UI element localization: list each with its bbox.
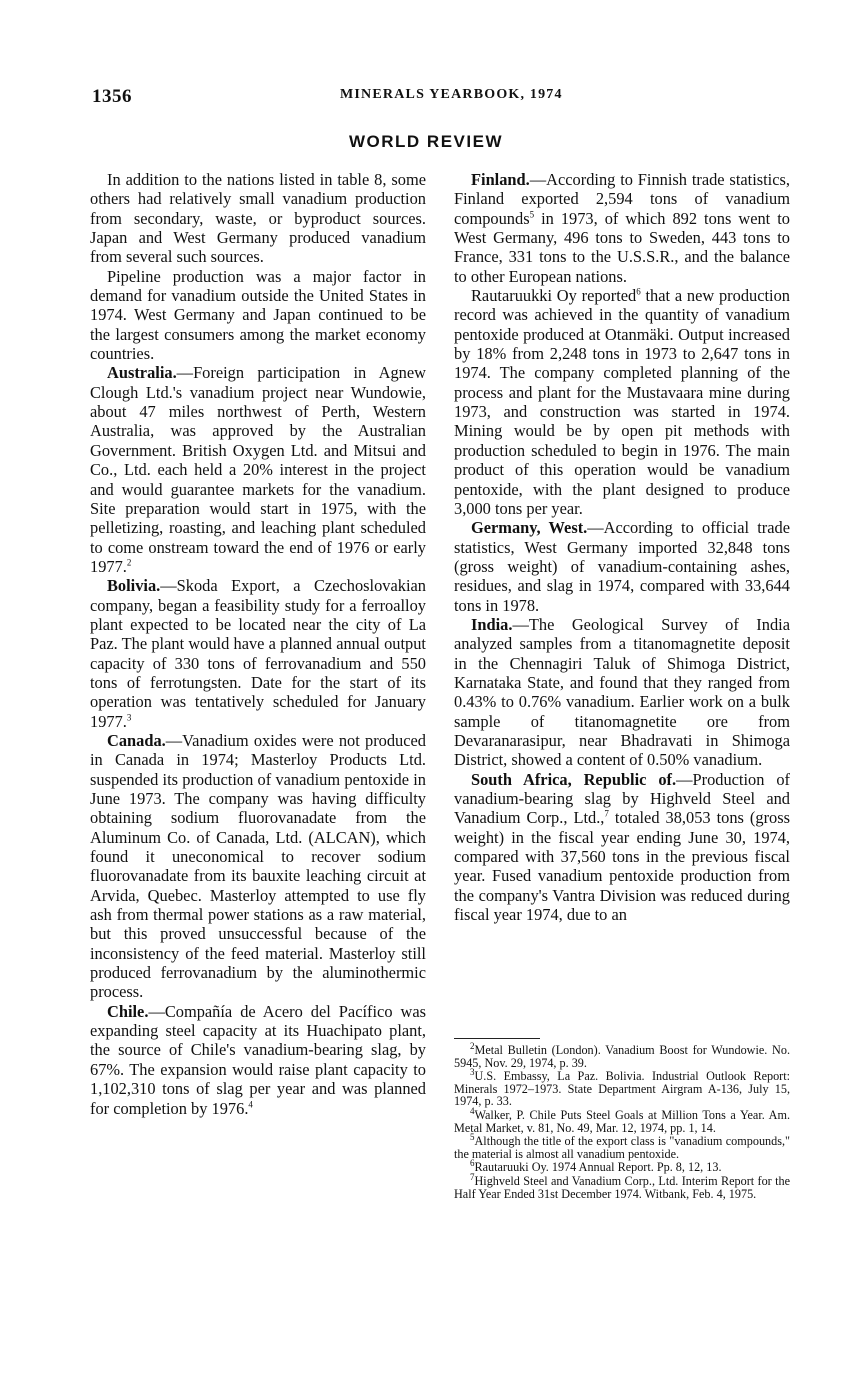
paragraph: Pipeline production was a major factor in demand for vanadium outside the United States in 1974. West Germany and Japan continued to be the largest consumers among the market economy countries.: [90, 266, 426, 364]
country-heading: Bolivia.: [107, 576, 161, 596]
footnote-divider: [454, 1038, 540, 1039]
country-heading: Chile.: [107, 1001, 149, 1021]
paragraph-rautaruukki: Rautaruukki Oy reported$^6$ that a new production record was achieved in the quantity of vanadium pentoxide produced at Otanmäki. Output increased by 18% from 2,248 tons in 1973 to 2,647 tons in 1974. The company completed planning of the process and plant for the Mustavaara mine during 1973, and construction was started in 1974. Mining would be by open pit methods with production scheduled to begin in 1976. The main product of this operation would be vanadium pentoxide, with the plant designed to produce 3,000 tons per year.: [454, 286, 790, 518]
footnotes: [454, 1040, 790, 1201]
page-number: 1356: [92, 86, 132, 107]
footnote-ref: 3: [126, 712, 132, 723]
footnote: $^5$Although the title of the export class is "vanadium compounds," the material is almost all vanadium pentoxide.: [454, 1132, 790, 1161]
country-heading: India.: [471, 614, 513, 634]
footnote: $^3$U.S. Embassy, La Paz. Bolivia. Industrial Outlook Report: Minerals 1972–1973. State Department Airgram A-136, July 15, 1974, p. 33.: [454, 1067, 790, 1109]
paragraph: In addition to the nations listed in table 8, some others had relatively small vanadium production from secondary, waste, or byproduct sources. Japan and West Germany produced vanadium from several such sources.: [90, 170, 426, 267]
footnote: $^6$Rautaruuki Oy. 1974 Annual Report. Pp. 8, 12, 13.: [470, 1158, 722, 1175]
right-column: [454, 170, 790, 924]
country-heading: Finland.: [471, 170, 530, 189]
footnote-ref: 2: [126, 557, 132, 568]
page-header: [92, 86, 792, 110]
paragraph-south-africa: South Africa, Republic of.—Production of vanadium-bearing slag by Highveld Steel and Vanadium Corp., Ltd.,$^7$ totaled 38,053 tons (gross weight) in the fiscal year ending June 30, 1974, compared with 37,560 tons in the previous fiscal year. Fused vanadium pentoxide production from the company's Vantra Division was reduced during fiscal year 1974, due to an: [454, 769, 790, 925]
paragraph-bolivia: Bolivia.—Skoda Export, a Czechoslovakian company, began a feasibility study for a ferroalloy plant expected to be located near the city of La Paz. The plant would have a planned annual output capacity of 330 tons of ferrovanadium and 550 tons of ferrotungsten. Date for the start of its operation was tentatively scheduled for January 1977.$^3$: [90, 576, 426, 731]
footnote: $^4$Walker, P. Chile Puts Steel Goals at Million Tons a Year. Am. Metal Market, v. 81, No. 49, Mar. 12, 1974, pp. 1, 14.: [454, 1105, 790, 1135]
footnote-ref: 4: [248, 1099, 253, 1110]
footnote: $^7$Highveld Steel and Vanadium Corp., Ltd. Interim Report for the Half Year Ended 31st December 1974. Witbank, Feb. 4, 1975.: [454, 1171, 790, 1201]
running-head: MINERALS YEARBOOK, 1974: [340, 87, 563, 102]
paragraph-finland: Finland.—According to Finnish trade statistics, Finland exported 2,594 tons of vanadium compounds$^5$ in 1973, of which 892 tons went to West Germany, 496 tons to Sweden, 443 tons to France, 331 tons to the U.S.S.R., and the balance to other European nations.: [454, 170, 790, 286]
country-heading: Germany, West.: [471, 518, 588, 538]
paragraph-india: India.—The Geological Survey of India analyzed samples from a titanomagnetite deposit in the Chennagiri Taluk of Shimoga District, Karnataka State, and found that they ranged from 0.43% to 0.76% vanadium. Earlier work on a bulk sample of titanomagnetite ore from Devaranarasipur, near Bhadravati in Shimoga District, showed a content of 0.50% vanadium.: [454, 614, 790, 770]
country-heading: Canada.: [107, 730, 166, 750]
footnote-ref: 5: [529, 209, 535, 220]
section-title: WORLD REVIEW: [349, 132, 503, 151]
footnote-ref: 6: [636, 286, 641, 297]
left-column: [90, 170, 426, 1118]
footnote-ref: 7: [604, 808, 609, 819]
paragraph-canada: Canada.—Vanadium oxides were not produced in Canada in 1974; Masterloy Products Ltd. suspended its production of vanadium pentoxide in June 1973. The company was having difficulty obtaining sodium fluorovanadate from the Aluminum Co. of Canada, Ltd. (ALCAN), which found it uneconomical to recover sodium fluorovanadate from its bauxite leaching circuit at Arvida, Quebec. Masterloy attempted to use fly ash from thermal power stations as a raw material, but this proved unsuccessful because of the inconsistency of the feed material. Masterloy still produced ferrovanadium by the aluminothermic process.: [90, 730, 426, 1002]
footnote: $^2$Metal Bulletin (London). Vanadium Boost for Wundowie. No. 5945, Nov. 29, 1974, p. 39.: [454, 1040, 790, 1070]
country-heading: Australia.: [107, 363, 177, 383]
country-heading: South Africa, Republic of.: [471, 769, 677, 789]
paragraph-chile: Chile.—Compañía de Acero del Pacífico was expanding steel capacity at its Huachipato plant, the source of Chile's vanadium-bearing slag, by 67%. The expansion would raise plant capacity to 1,102,310 tons of slag per year and was planned for completion by 1976.$^4$: [90, 1001, 426, 1118]
paragraph-germany-west: Germany, West.—According to official trade statistics, West Germany imported 32,848 tons (gross weight) of vanadium-containing ashes, residues, and slag in 1974, compared with 33,644 tons in 1978.: [454, 518, 790, 615]
paragraph-australia: Australia.—Foreign participation in Agnew Clough Ltd.'s vanadium project near Wundowie, about 47 miles northwest of Perth, Western Australia, was approved by the Australian Government. British Oxygen Ltd. and Mitsui and Co., Ltd. each held a 20% interest in the project and would guarantee markets for the vanadium. Site preparation would start in 1975, with the pelletizing, roasting, and leaching plant scheduled to come onstream toward the end of 1976 or early 1977.$^2$: [90, 363, 426, 576]
